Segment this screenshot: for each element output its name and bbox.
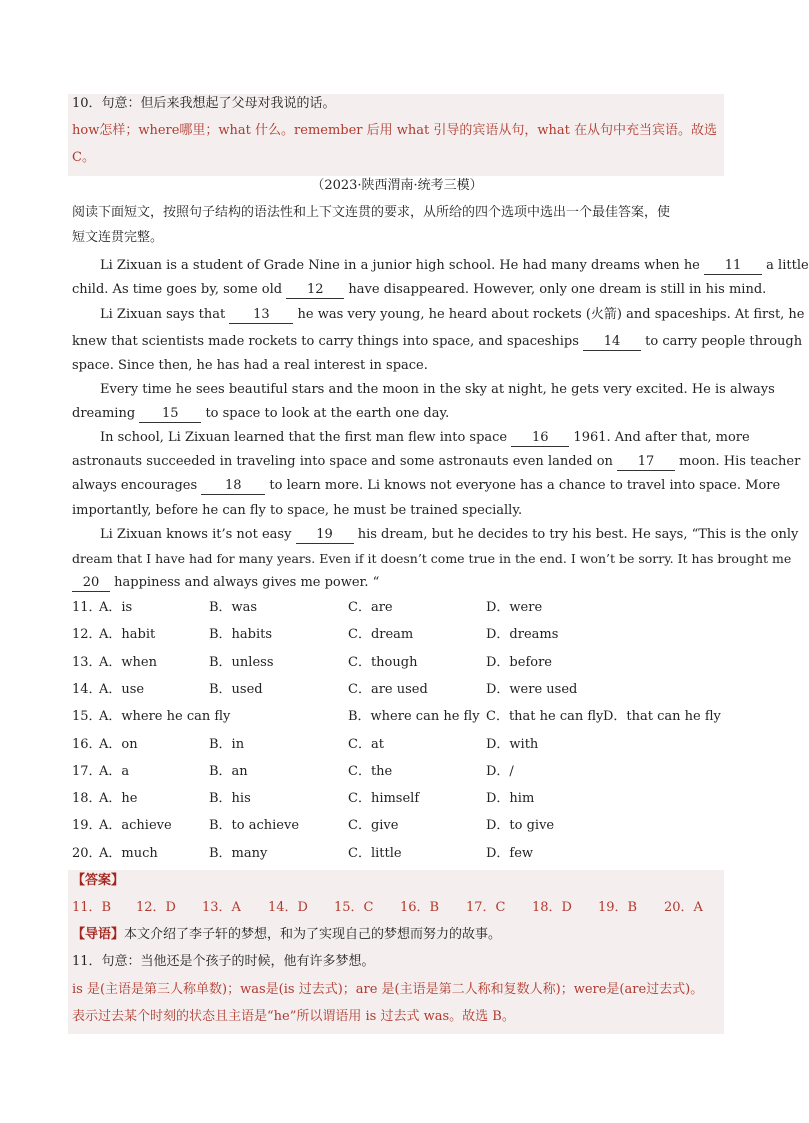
answer-item: 12．D bbox=[136, 900, 176, 915]
q11-explain-line2: 表示过去某个时刻的状态且主语是“he”所以谓语用 is 过去式 was。故选 B。 bbox=[72, 1009, 515, 1024]
answer-item: 16．B bbox=[400, 900, 440, 915]
option-b[interactable]: B．many bbox=[209, 845, 268, 861]
question-number: 13． bbox=[72, 654, 102, 670]
blank-16: 16 bbox=[511, 430, 569, 447]
passage-text: have disappeared. However, only one dream is still in his mind. bbox=[348, 282, 767, 297]
option-d[interactable]: D．to give bbox=[486, 818, 555, 834]
option-d[interactable]: D．that can he fly bbox=[603, 709, 721, 725]
passage-text: 1961. And after that, more bbox=[573, 430, 750, 445]
option-c[interactable]: C．are bbox=[348, 600, 393, 615]
passage-text: happiness and always gives me power. “ bbox=[114, 575, 380, 590]
option-c[interactable]: C．though bbox=[348, 654, 418, 670]
passage-text: he was very young, he heard about rockets (火箭) and spaceships. At first, he bbox=[297, 307, 805, 322]
q11-meaning: 11．句意：当他还是个孩子的时候，他有许多梦想。 bbox=[72, 954, 375, 969]
blank-14: 14 bbox=[583, 334, 641, 351]
option-c[interactable]: C．little bbox=[348, 845, 402, 861]
blank-17: 17 bbox=[617, 454, 675, 471]
passage-text: astronauts succeeded in traveling into space and some astronauts even landed on bbox=[72, 454, 613, 469]
passage-text: a little bbox=[766, 258, 809, 273]
passage-text: to space to look at the earth one day. bbox=[205, 406, 450, 421]
passage-text: knew that scientists made rockets to carry things into space, and spaceships bbox=[72, 334, 579, 349]
option-c[interactable]: C．are used bbox=[348, 681, 428, 697]
option-a[interactable]: A．use bbox=[99, 681, 145, 697]
option-a[interactable]: A．much bbox=[99, 845, 158, 861]
q10-explain-line2: C。 bbox=[72, 150, 95, 165]
option-c[interactable]: C．that he can fly bbox=[486, 709, 604, 725]
blank-12: 12 bbox=[286, 282, 344, 299]
answer-item: 18．D bbox=[532, 900, 572, 915]
passage-text: child. As time goes by, some old bbox=[72, 282, 283, 297]
option-d[interactable]: D．were used bbox=[486, 681, 578, 697]
option-c[interactable]: C．dream bbox=[348, 627, 414, 643]
passage-text: Li Zixuan is a student of Grade Nine in a junior high school. He had many dreams when he bbox=[100, 258, 700, 273]
passage-text: to learn more. Li knows not everyone has a chance to travel into space. More bbox=[269, 478, 781, 493]
answer-item: 14．D bbox=[268, 900, 308, 915]
option-a[interactable]: A．habit bbox=[99, 627, 156, 643]
option-b[interactable]: B．in bbox=[209, 736, 245, 752]
option-a[interactable]: A．a bbox=[99, 763, 130, 779]
question-number: 16． bbox=[72, 736, 102, 752]
question-number: 17． bbox=[72, 763, 102, 779]
passage-text: always encourages bbox=[72, 478, 198, 493]
q10-meaning: 10．句意：但后来我想起了父母对我说的话。 bbox=[72, 96, 336, 111]
passage-p1-line2 bbox=[72, 282, 766, 299]
option-a[interactable]: A．on bbox=[99, 736, 138, 752]
option-d[interactable]: D．before bbox=[486, 654, 552, 670]
question-number: 18． bbox=[72, 791, 102, 807]
question-number: 11． bbox=[72, 600, 102, 615]
passage-p4-line2 bbox=[72, 454, 800, 471]
passage-p2-line1 bbox=[100, 307, 805, 324]
q11-explain-line1: is 是(主语是第三人称单数)；was是(is 过去式)；are 是(主语是第二人称和复数人称)；were是(are过去式)。 bbox=[72, 982, 704, 997]
question-number: 14． bbox=[72, 681, 102, 697]
passage-text: Li Zixuan knows it’s not easy bbox=[100, 527, 292, 542]
passage-p4-line1 bbox=[100, 430, 750, 447]
option-d[interactable]: D．were bbox=[486, 600, 543, 615]
blank-18: 18 bbox=[201, 478, 265, 495]
passage-p4-line3 bbox=[72, 478, 780, 495]
passage-p5-line2: dream that I have had for many years. Even if it doesn’t come true in the end. I won’t be sorry. It has brought me bbox=[72, 551, 792, 566]
answer-item: 19．B bbox=[598, 900, 638, 915]
passage-p3-line1: Every time he sees beautiful stars and the moon in the sky at night, he gets very excited. He is always bbox=[100, 382, 775, 397]
option-a[interactable]: A．achieve bbox=[99, 818, 172, 834]
option-b[interactable]: B．to achieve bbox=[209, 818, 300, 834]
answer-item: 15．C bbox=[334, 900, 374, 915]
option-d[interactable]: D．him bbox=[486, 791, 535, 807]
answer-item: 20．A bbox=[664, 900, 703, 915]
option-b[interactable]: B．unless bbox=[209, 654, 274, 670]
source-title: （2023·陕西渭南·统考三模） bbox=[311, 178, 483, 193]
passage-p2-line3: space. Since then, he has had a real interest in space. bbox=[72, 358, 428, 373]
option-c[interactable]: C．himself bbox=[348, 791, 420, 807]
passage-text: Li Zixuan says that bbox=[100, 307, 226, 322]
question-number: 20． bbox=[72, 845, 102, 861]
blank-15: 15 bbox=[139, 406, 201, 423]
blank-20: 20 bbox=[72, 575, 110, 592]
option-b[interactable]: B．was bbox=[209, 600, 258, 615]
option-d[interactable]: D．with bbox=[486, 736, 539, 752]
guide-label: 【导语】 bbox=[72, 927, 125, 942]
option-b[interactable]: B．habits bbox=[209, 627, 273, 643]
passage-p5-line1 bbox=[100, 527, 798, 544]
option-a[interactable]: A．when bbox=[99, 654, 157, 670]
option-b[interactable]: B．an bbox=[209, 763, 248, 779]
passage-text: moon. His teacher bbox=[679, 454, 801, 469]
passage-text: to carry people through bbox=[645, 334, 803, 349]
guide-text: 本文介绍了李子轩的梦想，和为了实现自己的梦想而努力的故事。 bbox=[124, 927, 502, 942]
answer-item: 13．A bbox=[202, 900, 241, 915]
passage-p3-line2 bbox=[72, 406, 449, 423]
option-c[interactable]: C．give bbox=[348, 818, 399, 834]
passage-text: In school, Li Zixuan learned that the first man flew into space bbox=[100, 430, 508, 445]
option-b[interactable]: B．used bbox=[209, 681, 263, 697]
blank-19: 19 bbox=[296, 527, 354, 544]
passage-p5-line3 bbox=[72, 575, 379, 592]
option-d[interactable]: D．few bbox=[486, 845, 534, 861]
option-c[interactable]: C．at bbox=[348, 736, 384, 752]
guide-line bbox=[72, 927, 501, 943]
option-a[interactable]: A．where he can fly bbox=[99, 709, 231, 725]
answer-label: 【答案】 bbox=[72, 873, 125, 888]
option-b[interactable]: B．his bbox=[209, 791, 251, 807]
passage-p2-line2 bbox=[72, 334, 802, 351]
answer-item: 11．B bbox=[72, 900, 112, 915]
option-b[interactable]: B．where can he fly bbox=[348, 709, 480, 725]
option-a[interactable]: A．he bbox=[99, 791, 138, 807]
question-number: 12． bbox=[72, 627, 102, 643]
question-number: 15． bbox=[72, 709, 102, 725]
passage-p1-line1 bbox=[100, 258, 809, 275]
passage-text: his dream, but he decides to try his best. He says, “This is the only bbox=[357, 527, 799, 542]
blank-13: 13 bbox=[229, 307, 293, 324]
q10-explain-line1: how怎样；where哪里；what 什么。remember 后用 what 引导的宾语从句，what 在从句中充当宾语。故选 bbox=[72, 123, 717, 138]
passage-p4-line4: importantly, before he can fly to space, he must be trained specially. bbox=[72, 503, 523, 518]
blank-11: 11 bbox=[704, 258, 762, 275]
answer-item: 17．C bbox=[466, 900, 506, 915]
instruction-line2: 短文连贯完整。 bbox=[72, 230, 164, 245]
option-d[interactable]: D．/ bbox=[486, 763, 514, 779]
option-d[interactable]: D．dreams bbox=[486, 627, 559, 643]
instruction-line1: 阅读下面短文，按照句子结构的语法性和上下文连贯的要求，从所给的四个选项中选出一个最佳答案，使 bbox=[72, 205, 671, 220]
option-c[interactable]: C．the bbox=[348, 763, 393, 779]
question-number: 19． bbox=[72, 818, 102, 834]
option-a[interactable]: A．is bbox=[99, 600, 133, 615]
passage-text: dreaming bbox=[72, 406, 136, 421]
